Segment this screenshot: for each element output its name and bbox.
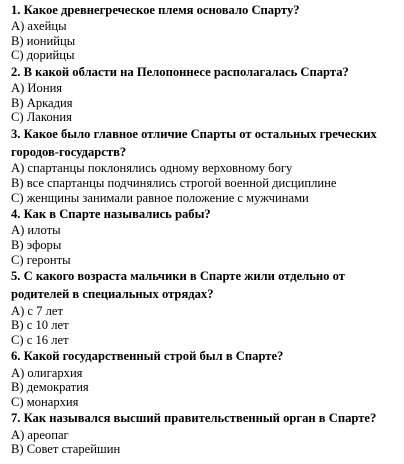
question-2-option-c: С) Лакония bbox=[11, 110, 72, 125]
question-2-option-a: А) Иония bbox=[11, 81, 63, 96]
question-3-option-a: А) спартанцы поклонялись одному верховному богу bbox=[11, 161, 293, 176]
question-6-option-a: А) олигархия bbox=[11, 365, 83, 380]
question-block-7 bbox=[11, 409, 404, 456]
question-4-text: 4. Как в Спарте назывались рабы? bbox=[11, 207, 211, 222]
question-block-4 bbox=[11, 205, 404, 267]
question-block-1 bbox=[11, 1, 404, 63]
question-3-text: 3. Какое было главное отличие Спарты от остальных греческих городов-государств? bbox=[11, 126, 377, 160]
question-2-option-b: В) Аркадия bbox=[11, 95, 73, 110]
question-7-option-b: В) Совет старейшин bbox=[11, 442, 121, 457]
question-7-option-a: А) ареопаг bbox=[11, 427, 69, 442]
question-block-5 bbox=[11, 267, 404, 347]
question-4-option-b: В) эфоры bbox=[11, 237, 62, 252]
question-5-option-b: В) с 10 лет bbox=[11, 318, 69, 333]
question-2-text: 2. В какой области на Пелопоннесе располагалась Спарта? bbox=[11, 64, 349, 79]
question-4-option-c: С) геронты bbox=[11, 252, 71, 267]
question-block-6 bbox=[11, 347, 404, 409]
question-block-3 bbox=[11, 125, 404, 205]
question-3-option-b: В) все спартанцы подчинялись строгой военной дисциплине bbox=[11, 175, 337, 190]
question-7-text: 7. Как назывался высший правительственный орган в Спарте? bbox=[11, 411, 377, 426]
question-1-option-c: С) дорийцы bbox=[11, 48, 75, 63]
question-6-option-b: В) демократия bbox=[11, 380, 89, 395]
question-5-text: 5. С какого возраста мальчики в Спарте жили отдельно от родителей в специальных отрядах? bbox=[11, 269, 345, 302]
question-1-option-b: В) ионийцы bbox=[11, 33, 76, 48]
question-3-option-c: С) женщины занимали равное положение с мужчинами bbox=[11, 190, 309, 205]
question-4-option-a: А) илоты bbox=[11, 223, 61, 238]
question-5-option-a: А) с 7 лет bbox=[11, 303, 63, 318]
question-1-option-a: А) ахейцы bbox=[11, 19, 67, 34]
question-block-2 bbox=[11, 63, 404, 125]
question-6-option-c: С) монархия bbox=[11, 394, 79, 409]
question-5-option-c: С) с 16 лет bbox=[11, 332, 69, 347]
question-6-text: 6. Какой государственный строй был в Спарте? bbox=[11, 349, 284, 364]
question-1-text: 1. Какое древнегреческое племя основало Спарту? bbox=[11, 3, 300, 17]
